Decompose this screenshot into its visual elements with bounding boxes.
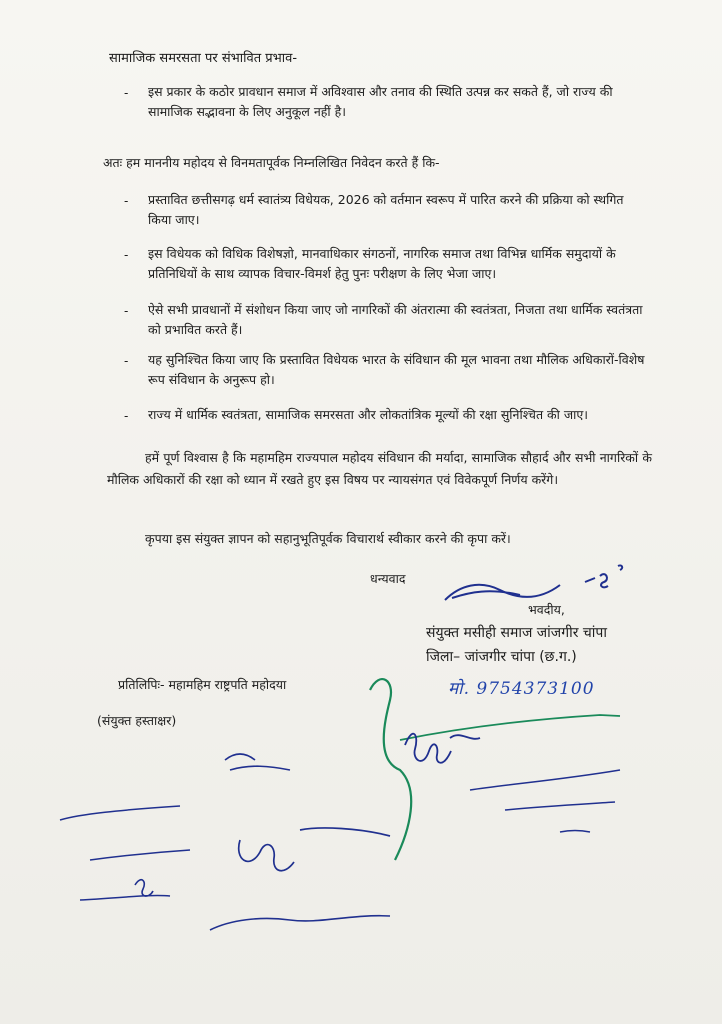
bullet-mark: -: [124, 354, 129, 368]
bullet-mark: -: [124, 409, 129, 423]
thanks-text: धन्यवाद: [370, 571, 406, 586]
copy-to-line: प्रतिलिपिः- महामहिम राष्ट्रपति महोदया: [118, 677, 287, 692]
section-heading: सामाजिक समरसता पर संभावित प्रभाव-: [109, 51, 298, 66]
request-line: कृपया इस संयुक्त ज्ञापन को सहानुभूतिपूर्वक विचारार्थ स्वीकार करने की कृपा करें।: [145, 531, 511, 546]
request-item-2: इस विधेयक को विधिक विशेषज्ञो, मानवाधिकार संगठनों, नागरिक समाज तथा विभिन्न धार्मिक समुदायों के प्रतिनिधियों के साथ व्यापक विचार-विमर्श हेतु पुनः परीक्षण के लिए भेजा जाए।: [148, 246, 616, 281]
mobile-number: मो. 9754373100: [448, 679, 595, 699]
request-item-3: ऐसे सभी प्रावधानों में संशोधन किया जाए जो नागरिकों की अंतरात्मा की स्वतंत्रता, निजता तथा धार्मिक स्वतंत्रता को प्रभावित करते हैं।: [148, 302, 643, 337]
joint-signature-label: (संयुक्त हस्ताक्षर): [97, 713, 177, 728]
request-item-1: प्रस्तावित छत्तीसगढ़ धर्म स्वातंत्र्य विधेयक, 2026 को वर्तमान स्वरूप में पारित करने की प्रक्रिया को स्थगित किया जाए।: [148, 192, 624, 227]
yours-text: भवदीय,: [528, 602, 565, 617]
district-line: जिला– जांजगीर चांपा (छ.ग.): [426, 649, 577, 665]
organization-name: संयुक्त मसीही समाज जांजगीर चांपा: [426, 625, 607, 641]
bullet-mark: -: [124, 86, 129, 100]
intro-bullet: इस प्रकार के कठोर प्रावधान समाज में अविश्वास और तनाव की स्थिति उत्पन्न कर सकते हैं, जो राज्य की सामाजिक सद्भावना के लिए अनुकूल नहीं है।: [148, 84, 613, 119]
request-item-4: यह सुनिश्चित किया जाए कि प्रस्तावित विधेयक भारत के संविधान की मूल भावना तथा मौलिक अधिकारों-विशेष रूप संविधान के अनुरूप हो।: [148, 352, 645, 387]
bullet-mark: -: [124, 248, 129, 262]
bullet-mark: -: [124, 194, 129, 208]
bullet-mark: -: [124, 304, 129, 318]
request-lead: अतः हम माननीय महोदय से विनमतापूर्वक निम्नलिखित निवेदन करते हैं कि-: [103, 155, 440, 170]
request-item-5: राज्य में धार्मिक स्वतंत्रता, सामाजिक समरसता और लोकतांत्रिक मूल्यों की रक्षा सुनिश्चित की जाए।: [148, 407, 589, 422]
closing-paragraph: हमें पूर्ण विश्वास है कि महामहिम राज्यपाल महोदय संविधान की मर्यादा, सामाजिक सौहार्द और सभी नागरिकों के मौलिक अधिकारों की रक्षा को ध्यान में रखते हुए इस विषय पर न्यायसंगत एवं विवेकपूर्ण निर्णय करेंगे।: [107, 450, 652, 487]
